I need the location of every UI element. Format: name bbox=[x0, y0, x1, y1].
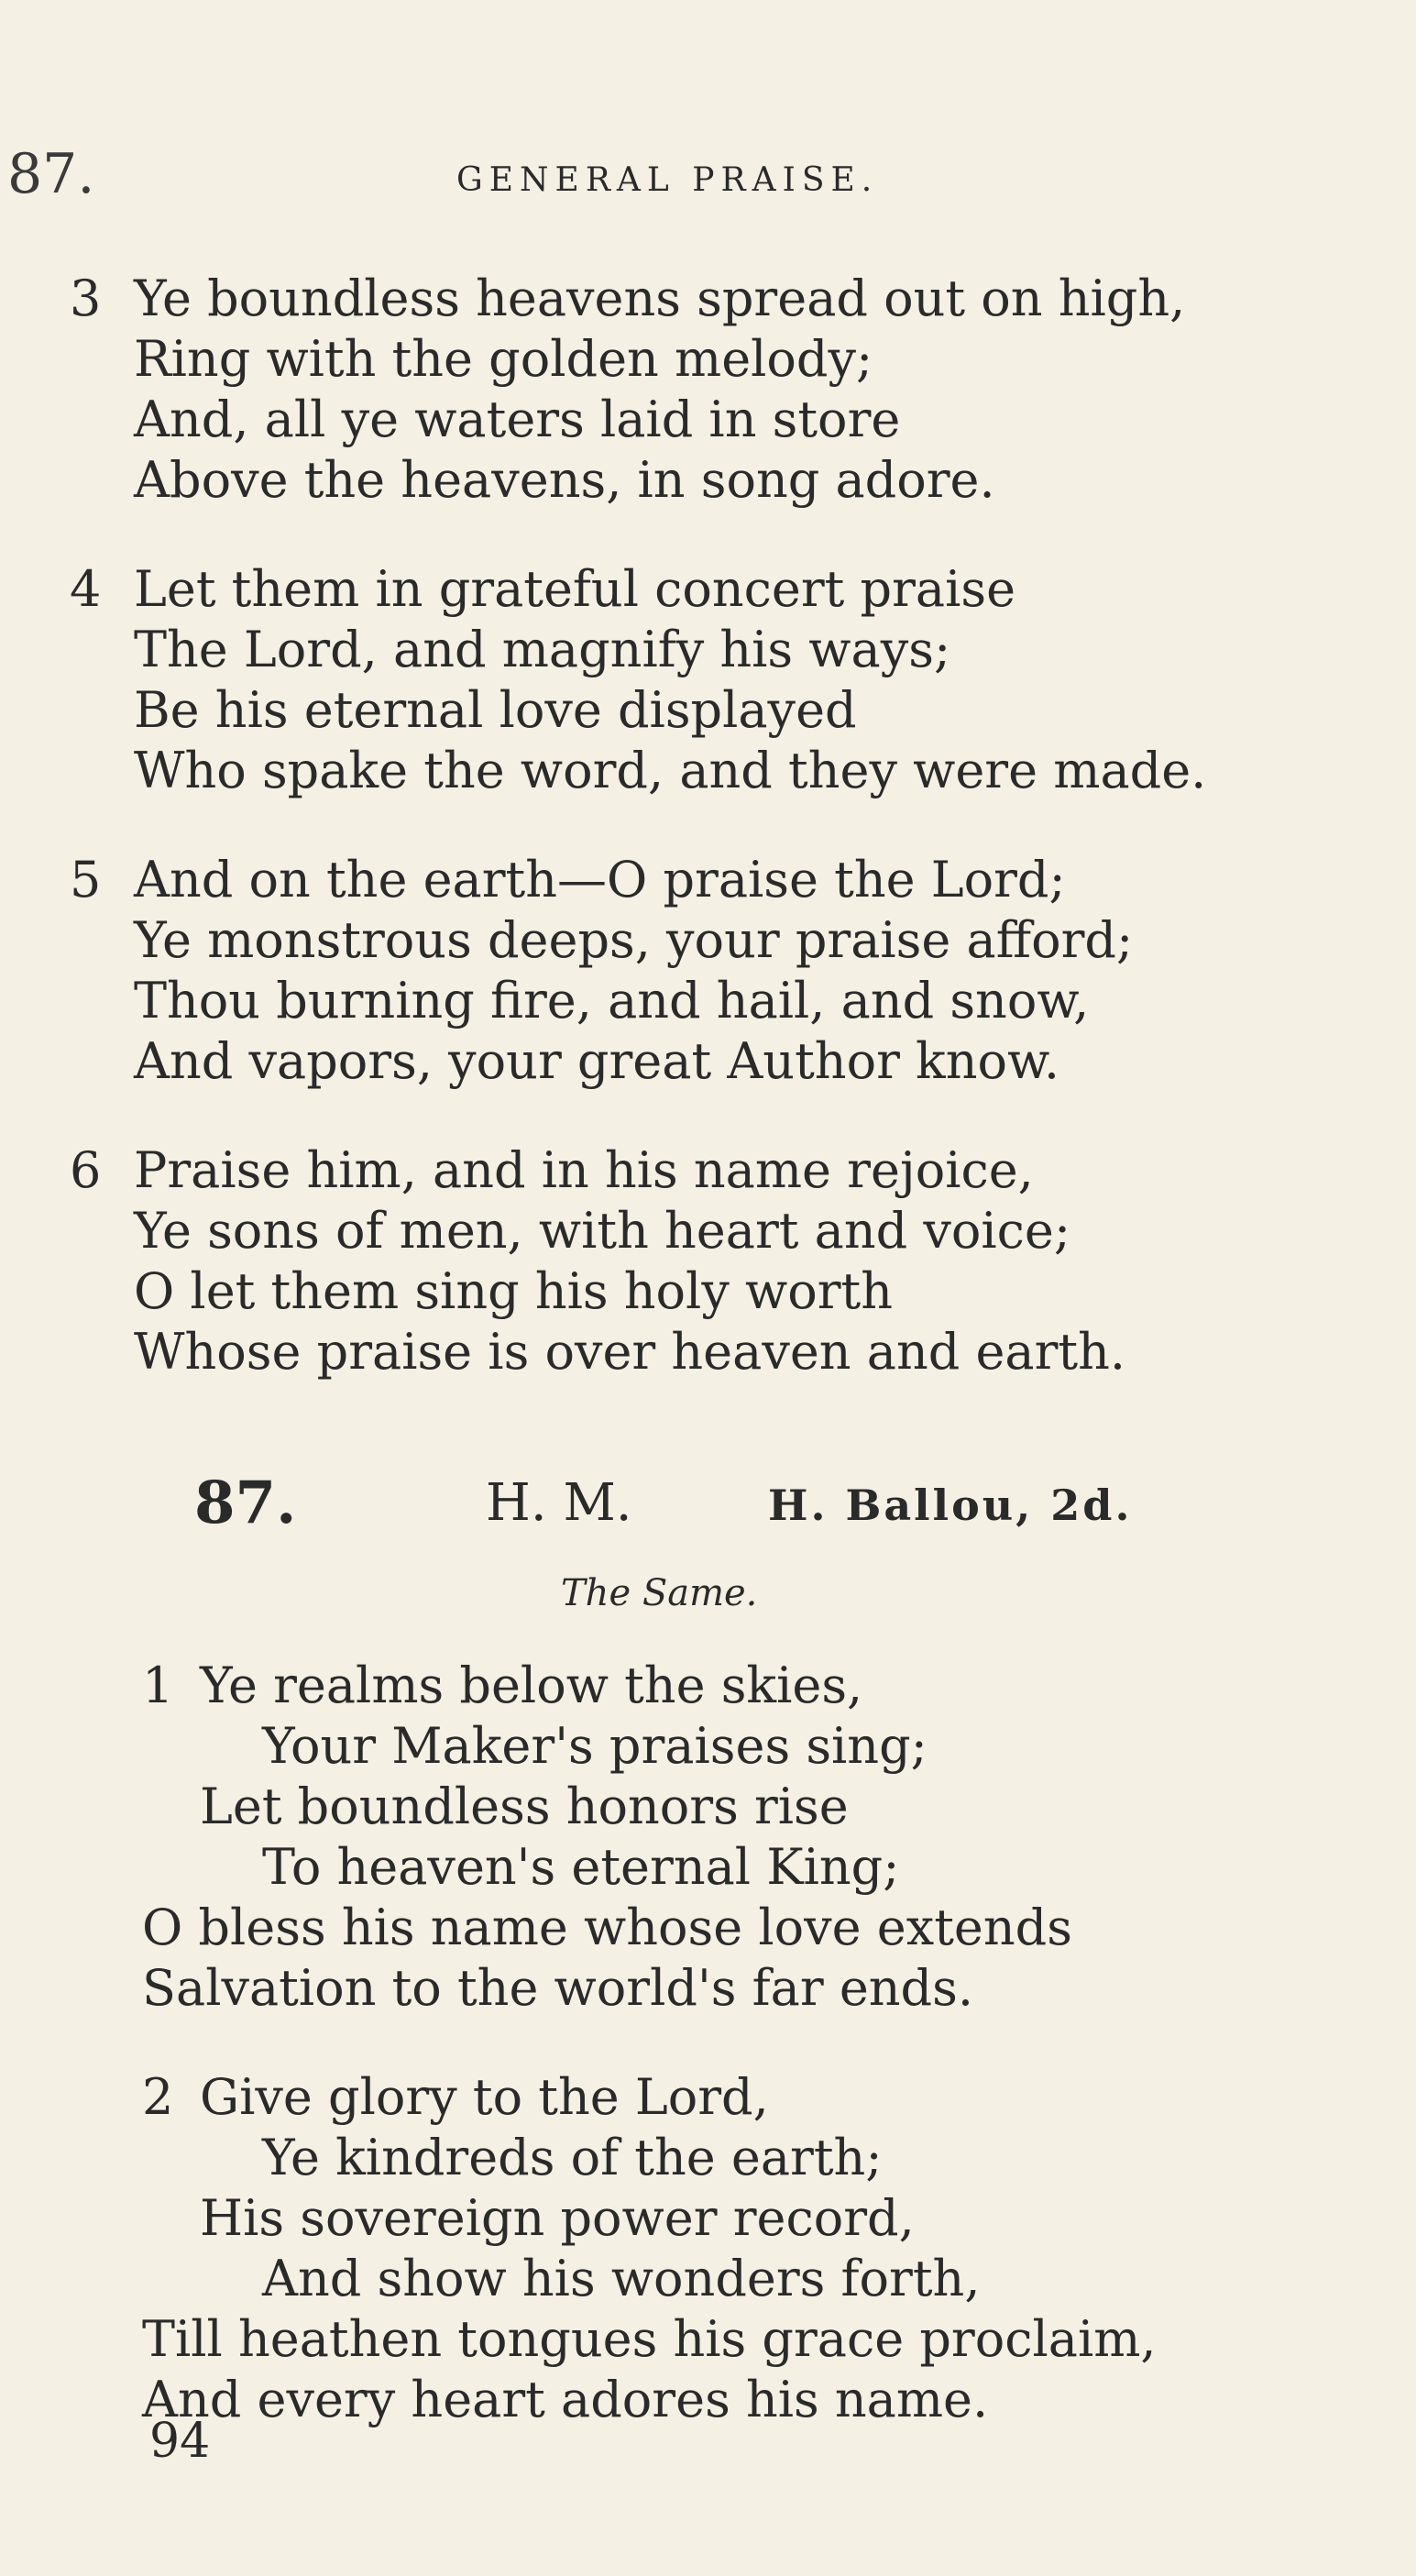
verse-line: Ye sons of men, with heart and voice; bbox=[134, 1202, 1071, 1260]
verse-line: Your Maker's praises sing; bbox=[262, 1717, 928, 1775]
verse-line: And vapors, your great Author know. bbox=[134, 1032, 1060, 1090]
verse-line: To heaven's eternal King; bbox=[262, 1838, 900, 1896]
verse-line: Who spake the word, and they were made. bbox=[134, 742, 1207, 799]
verse-line: O bless his name whose love extends bbox=[142, 1899, 1072, 1956]
header-hymn-number: 87. bbox=[7, 142, 95, 206]
verse-number: 1 bbox=[142, 1657, 174, 1714]
verse-line: And every heart adores his name. bbox=[142, 2371, 989, 2428]
verse-line: Let them in grateful concert praise bbox=[134, 560, 1016, 618]
verse-line: Salvation to the world's far ends. bbox=[142, 1959, 974, 2017]
verse-line: The Lord, and magnify his ways; bbox=[134, 621, 951, 678]
verse-line: Ye kindreds of the earth; bbox=[262, 2129, 883, 2186]
verse-line: Give glory to the Lord, bbox=[200, 2068, 769, 2126]
verse-line: And, all ye waters laid in store bbox=[134, 391, 901, 448]
verse-line: Thou burning fire, and hail, and snow, bbox=[134, 972, 1090, 1029]
verse-line: And on the earth—O praise the Lord; bbox=[134, 851, 1066, 908]
hymn-author: H. Ballou, 2d. bbox=[768, 1481, 1133, 1530]
verse-line: His sovereign power record, bbox=[200, 2189, 915, 2247]
verse-number: 5 bbox=[70, 851, 102, 908]
verse-line: O let them sing his holy worth bbox=[134, 1262, 894, 1320]
verse-line: Ye monstrous deeps, your praise afford; bbox=[134, 911, 1134, 969]
verse-number: 6 bbox=[70, 1141, 102, 1199]
hymn-number: 87. bbox=[194, 1469, 297, 1537]
verse-number: 4 bbox=[70, 560, 102, 618]
running-header-title: GENERAL PRAISE. bbox=[456, 161, 879, 199]
verse-line: Ye boundless heavens spread out on high, bbox=[134, 270, 1186, 327]
verse-line: And show his wonders forth, bbox=[262, 2250, 981, 2307]
verse-number: 2 bbox=[142, 2068, 174, 2126]
hymn-meter: H. M. bbox=[486, 1473, 632, 1533]
verse-line: Ye realms below the skies, bbox=[200, 1657, 863, 1714]
hymn-subtitle: The Same. bbox=[561, 1572, 758, 1614]
verse-line: Praise him, and in his name rejoice, bbox=[134, 1141, 1034, 1199]
verse-line: Whose praise is over heaven and earth. bbox=[134, 1323, 1126, 1381]
verse-line: Ring with the golden melody; bbox=[134, 330, 873, 388]
page-number: 94 bbox=[149, 2414, 211, 2469]
verse-line: Let boundless honors rise bbox=[200, 1778, 849, 1835]
verse-line: Till heathen tongues his grace proclaim, bbox=[142, 2310, 1157, 2368]
verse-line: Be his eternal love displayed bbox=[134, 681, 857, 739]
verse-number: 3 bbox=[70, 270, 102, 327]
verse-line: Above the heavens, in song adore. bbox=[134, 451, 995, 509]
